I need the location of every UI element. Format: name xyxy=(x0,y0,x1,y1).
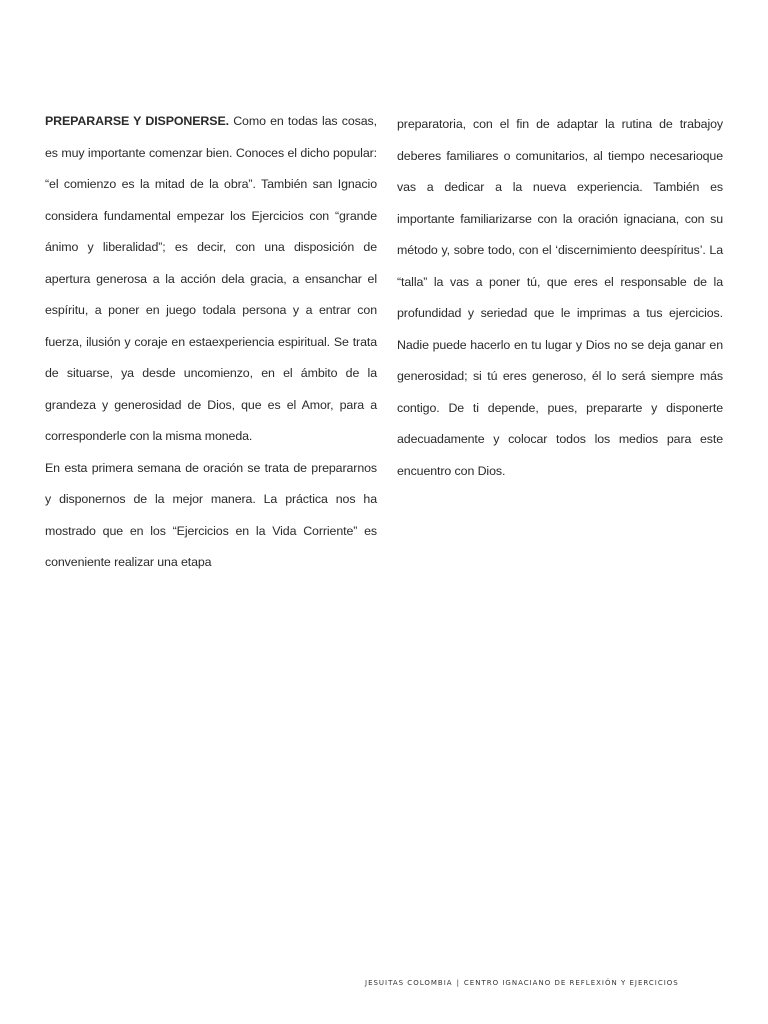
paragraph-preparation xyxy=(45,106,377,453)
footer-separator: | xyxy=(456,979,460,987)
paragraph-continuation: preparatoria, con el fin de adaptar la rutina de trabajoy deberes familiares o comunitarios, al tiempo necesarioque vas a dedicar a la nueva experiencia. También es importante familiarizarse con la oración ignaciana, con su método y, sobre todo, con el ‘discernimiento deespíritus’. La “talla” la vas a poner tú, que eres el responsable de la profundidad y seriedad que le imprimas a tus ejercicios. Nadie puede hacerlo en tu lugar y Dios no se deja ganar en generosidad; si tú eres generoso, él lo será siempre más contigo. De ti depende, pues, prepararte y disponerte adecuadamente y colocar todos los medios para este encuentro con Dios. xyxy=(397,117,723,478)
footer-center-name: CENTRO IGNACIANO DE REFLEXIÓN Y EJERCICIOS xyxy=(463,979,679,987)
page-footer xyxy=(365,979,705,987)
paragraph-1-text: Como en todas las cosas, es muy importante comenzar bien. Conoces el dicho popular: “el comienzo es la mitad de la obra”. También san Ignacio considera fundamental empezar los Ejercicios con “grande ánimo y liberalidad”; es decir, con una disposición de apertura generosa a la acción dela gracia, a ensanchar el espíritu, a poner en juego todala persona y a entrar con fuerza, ilusión y coraje en estaexperiencia espiritual. Se trata de situarse, ya desde uncomienzo, en el ámbito de la grandeza y generosidad de Dios, que es el Amor, para a corresponderle con la misma moneda. xyxy=(45,114,377,443)
section-heading: PREPARARSE Y DISPONERSE. xyxy=(45,114,229,128)
left-column xyxy=(45,106,377,579)
footer-organization: JESUITAS COLOMBIA xyxy=(365,979,453,987)
right-column xyxy=(397,109,723,487)
paragraph-first-week: En esta primera semana de oración se trata de prepararnos y disponernos de la mejor manera. La práctica nos ha mostrado que en los “Ejercicios en la Vida Corriente” es conveniente realizar una etapa xyxy=(45,460,377,569)
